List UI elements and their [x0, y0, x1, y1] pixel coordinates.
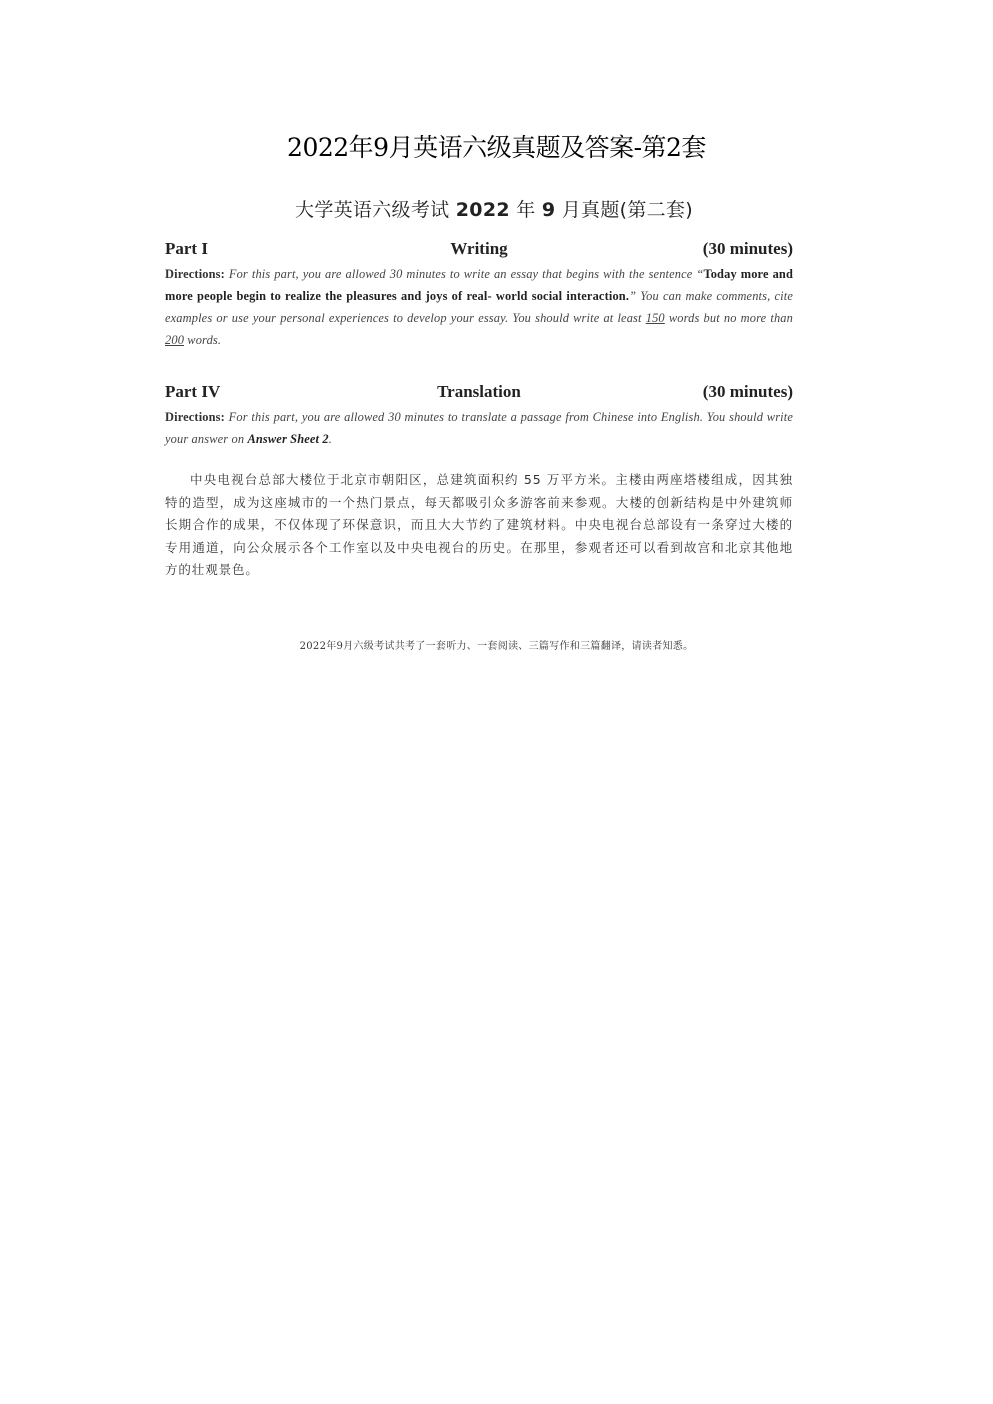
- part4-header: [165, 382, 793, 406]
- essay-opening-sentence: Today more and more people begin to realize the pleasures and joys of real- world social interaction.: [165, 267, 794, 303]
- exam-paper: [165, 195, 793, 582]
- part1-directions: Directions: For this part, you are allowed 30 minutes to write an essay that begins with the sentence “Today more and more people begin to realize the pleasures and joys of real- world social interaction.” You can make comments, cite examples or use your personal experiences to develop your essay. You should write at least 150 words but no more than 200 words.: [165, 267, 794, 347]
- part4-directions: Directions: For this part, you are allowed 30 minutes to translate a passage from Chinese into English. You should write your answer on Answer Sheet 2.: [165, 410, 793, 446]
- footnote: 2022年9月六级考试共考了一套听力、一套阅读、三篇写作和三篇翻译，请读者知悉。: [299, 641, 694, 652]
- part1-header: [165, 239, 793, 263]
- translation-passage: 中央电视台总部大楼位于北京市朝阳区，总建筑面积约 55 万平方米。主楼由两座塔楼组成，因其独特的造型，成为这座城市的一个热门景点，每天都吸引众多游客前来参观。大楼的创新结构是中外建筑师长期合作的成果，不仅体现了环保意识，而且大大节约了建筑材料。中央电视台总部设有一条穿过大楼的专用通道，向公众展示各个工作室以及中央电视台的历史。在那里，参观者还可以看到故宫和北京其他地方的壮观景色。: [165, 472, 793, 578]
- part1-time: (30 minutes): [702, 239, 793, 258]
- min-word-count: 150: [645, 311, 665, 325]
- document-title: 2022年9月英语六级真题及答案-第2套: [287, 133, 706, 162]
- part1-number: Part I: [165, 239, 208, 258]
- answer-sheet-ref: Answer Sheet 2: [247, 432, 329, 446]
- part4-time: (30 minutes): [702, 382, 793, 401]
- exam-title: 大学英语六级考试 2022 年 9 月真题(第二套): [295, 199, 693, 221]
- part4-name: Translation: [437, 382, 521, 401]
- part1-name: Writing: [450, 239, 508, 258]
- part4-number: Part IV: [165, 382, 221, 401]
- max-word-count: 200: [165, 333, 185, 347]
